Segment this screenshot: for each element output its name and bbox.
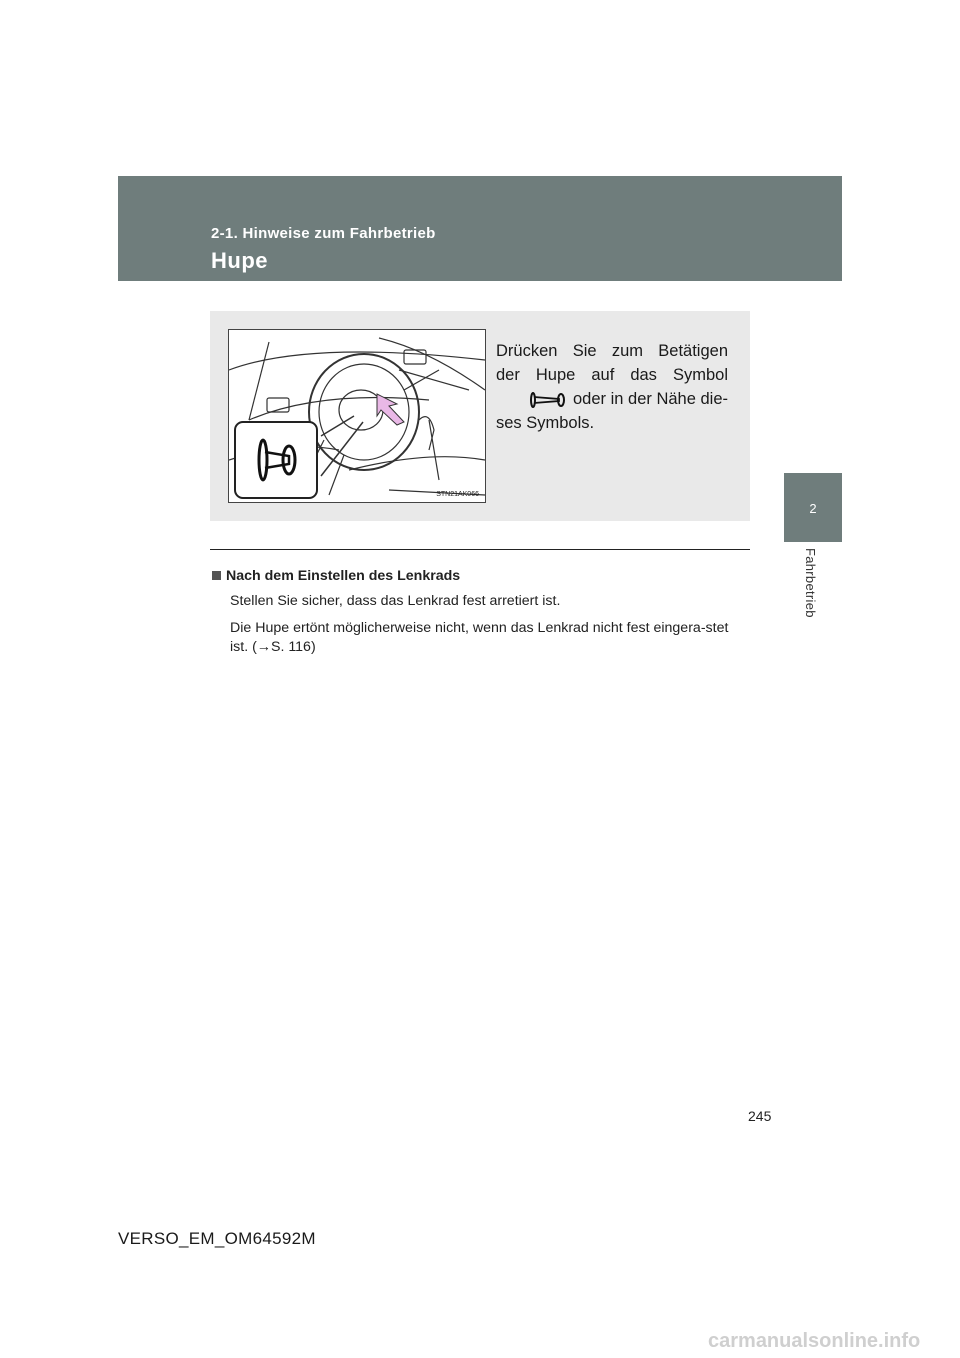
instruction-line-3-wrap <box>496 387 728 411</box>
steering-wheel-illustration <box>228 329 486 503</box>
note-section <box>212 568 750 665</box>
instruction-line-4: ses Symbols. <box>496 414 595 432</box>
note-paragraph-1: Stellen Sie sicher, dass das Lenkrad fest arretiert ist. <box>230 593 561 609</box>
page-title: Hupe <box>211 248 268 273</box>
note-heading: Nach dem Einstellen des Lenkrads <box>226 568 461 584</box>
instruction-line-2: der Hupe auf das Symbol <box>496 366 728 384</box>
document-code: VERSO_EM_OM64592M <box>118 1229 316 1248</box>
instruction-line-3: oder in der Nähe die- <box>572 390 728 408</box>
section-divider <box>210 549 750 550</box>
horn-icon <box>525 391 569 409</box>
note-paragraph-2: Die Hupe ertönt möglicherweise nicht, wenn das Lenkrad nicht fest eingera-stet ist. (→S. 116) <box>230 620 729 655</box>
illustration-code: STN21AK066 <box>436 491 479 498</box>
page-number: 245 <box>748 1108 772 1124</box>
chapter-label: Fahrbetrieb <box>803 548 818 618</box>
section-label: 2-1. Hinweise zum Fahrbetrieb <box>211 225 436 242</box>
note-heading-row <box>212 568 750 584</box>
instruction-line-1: Drücken Sie zum Betätigen <box>496 342 728 360</box>
watermark: carmanualsonline.info <box>708 1330 921 1352</box>
instruction-text <box>496 339 728 435</box>
header-bar <box>118 176 842 281</box>
chapter-tab[interactable] <box>784 473 842 542</box>
chapter-number: 2 <box>809 501 817 516</box>
instruction-box <box>210 311 750 521</box>
square-bullet-icon <box>212 571 221 580</box>
illustration-drawing <box>229 330 485 502</box>
